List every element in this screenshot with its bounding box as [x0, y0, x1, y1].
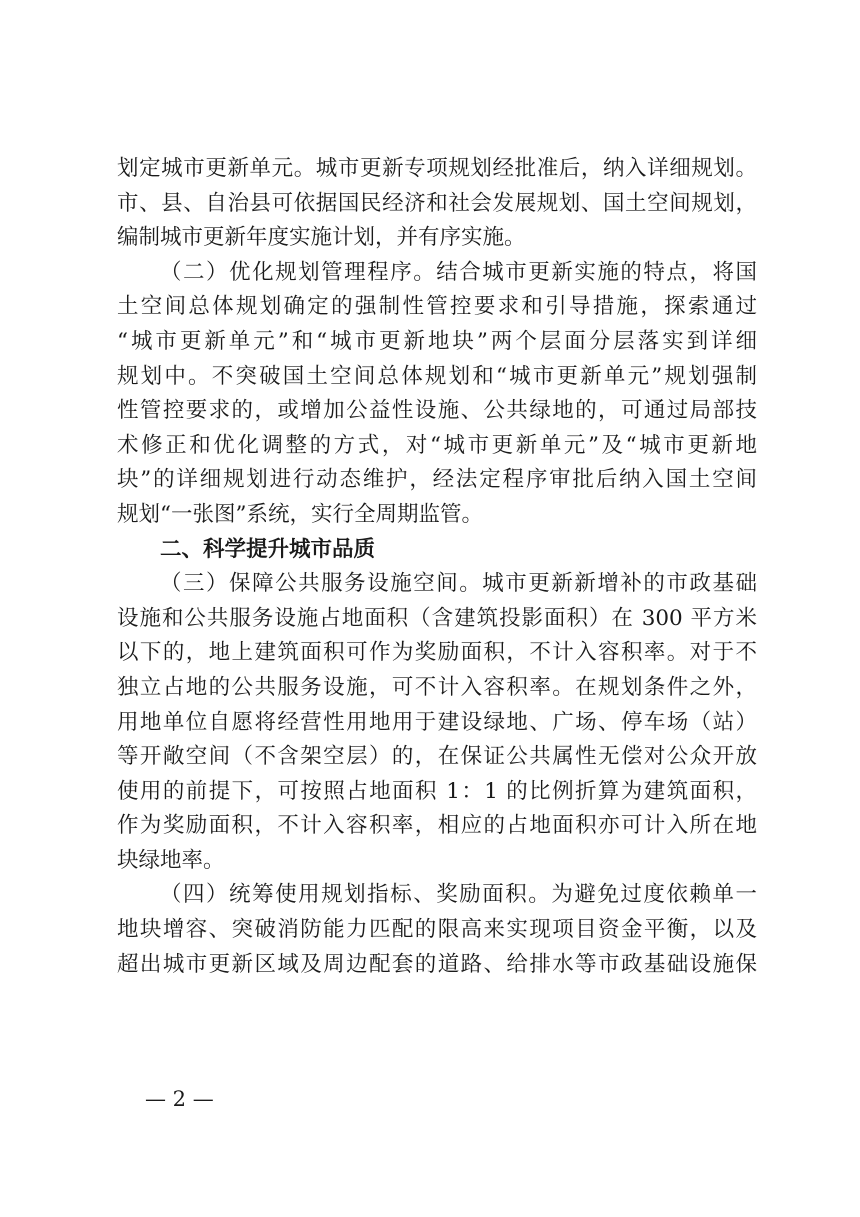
text-line: 术修正和优化调整的方式，对“城市更新单元”及“城市更新地	[117, 432, 757, 458]
text-line: 超出城市更新区域及周边配套的道路、给排水等市政基础设施保	[117, 951, 757, 977]
text-line: 规划中。不突破国土空间总体规划和“城市更新单元”规划强制	[117, 363, 757, 389]
text-line: 性管控要求的，或增加公益性设施、公共绿地的，可通过局部技	[117, 398, 757, 424]
text-line: 块绿地率。	[117, 847, 225, 873]
text-line: 等开敞空间（不含架空层）的，在保证公共属性无偿对公众开放	[117, 744, 757, 770]
text-line: 地块增容、突破消防能力匹配的限高来实现项目资金平衡，以及	[117, 917, 757, 943]
text-line: 土空间总体规划确定的强制性管控要求和引导措施，探索通过	[117, 294, 757, 320]
text-line: 使用的前提下，可按照占地面积 1：1 的比例折算为建筑面积，	[117, 778, 757, 804]
text-line: 划定城市更新单元。城市更新专项规划经批准后，纳入详细规划。	[117, 156, 757, 181]
text-line: （四）统筹使用规划指标、奖励面积。为避免过度依赖单一	[160, 882, 757, 908]
text-line: 设施和公共服务设施占地面积（含建筑投影面积）在 300 平方米	[117, 605, 757, 631]
text-line: 编制城市更新年度实施计划，并有序实施。	[117, 225, 526, 251]
text-line: “城市更新单元”和“城市更新地块”两个层面分层落实到详细	[117, 328, 757, 354]
text-line: （二）优化规划管理程序。结合城市更新实施的特点，将国	[160, 259, 757, 285]
text-line: 以下的，地上建筑面积可作为奖励面积，不计入容积率。对于不	[117, 640, 757, 666]
text-line: 规划“一张图”系统，实行全周期监管。	[117, 501, 483, 527]
text-line: （三）保障公共服务设施空间。城市更新新增补的市政基础	[160, 571, 757, 597]
body-text	[117, 152, 757, 982]
text-line: 独立占地的公共服务设施，可不计入容积率。在规划条件之外，	[117, 674, 757, 700]
text-line: 块”的详细规划进行动态维护，经法定程序审批后纳入国土空间	[117, 467, 757, 493]
text-line: 市、县、自治县可依据国民经济和社会发展规划、国土空间规划，	[117, 190, 757, 216]
text-line: 用地单位自愿将经营性用地用于建设绿地、广场、停车场（站）	[117, 709, 757, 735]
page-number: — 2 —	[145, 1087, 214, 1111]
text-line: 作为奖励面积，不计入容积率，相应的占地面积亦可计入所在地	[117, 813, 757, 839]
section-heading: 二、科学提升城市品质	[160, 536, 376, 562]
